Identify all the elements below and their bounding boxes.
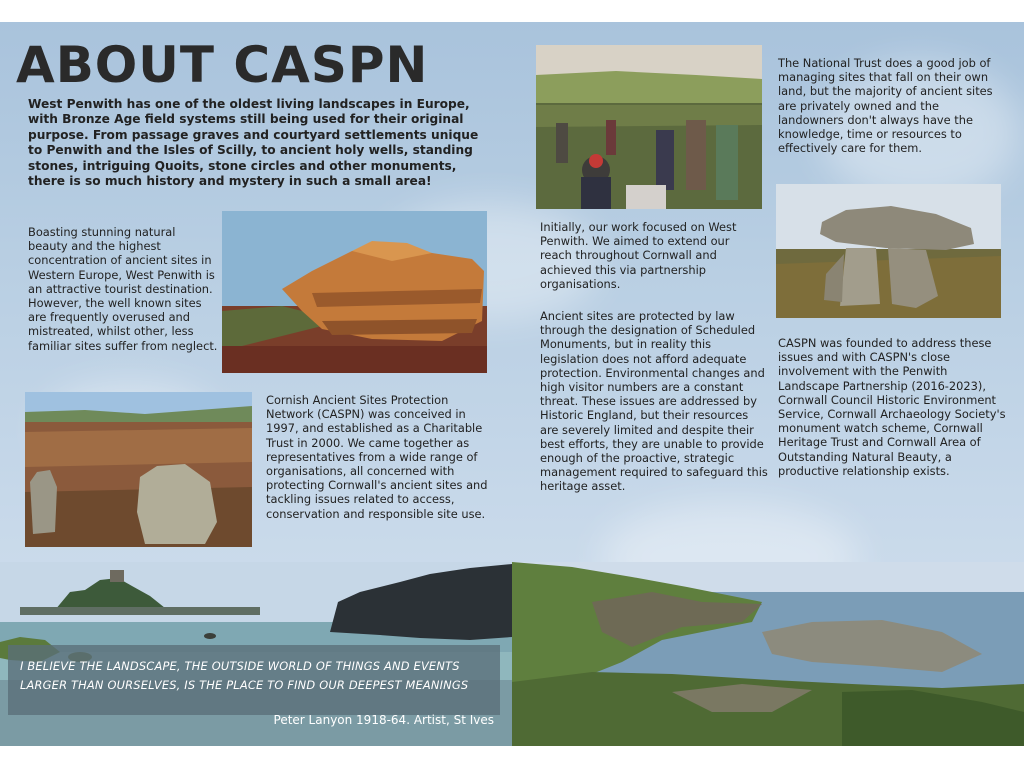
paragraph-conceived: Cornish Ancient Sites Protection Network (CASPN) was conceived in 1997, and established as a Charitable Trust in 2000. We came together as representatives from a wide range of organisations, all concerned with protecting Cornwall's ancient sites and tackling issues related to access, conservation and responsible site use. bbox=[266, 393, 488, 521]
paragraph-founded: CASPN was founded to address these issues and with CASPN's close involvement with the Penwith Landscape Partnership (2016-2023), Cornwall Council Historic Environment Service, Cornwall Archaeology Society's monument watch scheme, Cornwall Heritage Trust and Cornwall Area of Outstanding Natural Beauty, a productive relationship exists. bbox=[778, 336, 1006, 478]
coastal-cliffs-photo bbox=[512, 562, 1024, 746]
intro-paragraph: West Penwith has one of the oldest living landscapes in Europe, with Bronze Age field systems still being used for their original purpose. From passage graves and courtyard settlements unique to Penwith and the Isles of Scilly, to ancient holy wells, standing stones, intriguing Quoits, stone circles and other monuments, there is so much history and mystery in such a small area! bbox=[28, 97, 479, 189]
paragraph-initially: Initially, our work focused on West Penwith. We aimed to extend our reach throughout Cornwall and achieved this via partnership organisations. bbox=[540, 220, 737, 291]
paragraph-boasting: Boasting stunning natural beauty and the highest concentration of ancient sites in Western Europe, West Penwith is an attractive tourist destination. However, the well known sites are frequently overused and mistreated, whilst other, less familiar sites suffer from neglect. bbox=[28, 225, 218, 353]
paragraph-national-trust: The National Trust does a good job of managing sites that fall on their own land, but the majority of ancient sites are privately owned and the landowners don't always have the knowledge, time or resources to effectively care for them. bbox=[778, 56, 993, 156]
page-title: ABOUT CASPN bbox=[16, 36, 429, 94]
logan-rock-photo bbox=[222, 211, 487, 373]
quote-author: Peter Lanyon 1918-64. Artist, St Ives bbox=[273, 713, 494, 727]
standing-stones-photo bbox=[25, 392, 252, 547]
paragraph-protected: Ancient sites are protected by law through the designation of Scheduled Monuments, but in reality this legislation does not afford adequate protection. Environmental changes and high visitor numbers are a constant threat. These issues are addressed by Historic England, but their resources are severely limited and despite their best efforts, they are unable to provide enough of the proactive, strategic management required to safeguard this heritage asset. bbox=[540, 309, 768, 494]
guided-walk-group-photo bbox=[536, 45, 762, 209]
quoit-dolmen-photo bbox=[776, 184, 1001, 318]
quote-text: I BELIEVE THE LANDSCAPE, THE OUTSIDE WORLD OF THINGS AND EVENTS LARGER THAN OURSELVES, IS THE PLACE TO FIND OUR DEEPEST MEANINGS bbox=[20, 659, 469, 692]
